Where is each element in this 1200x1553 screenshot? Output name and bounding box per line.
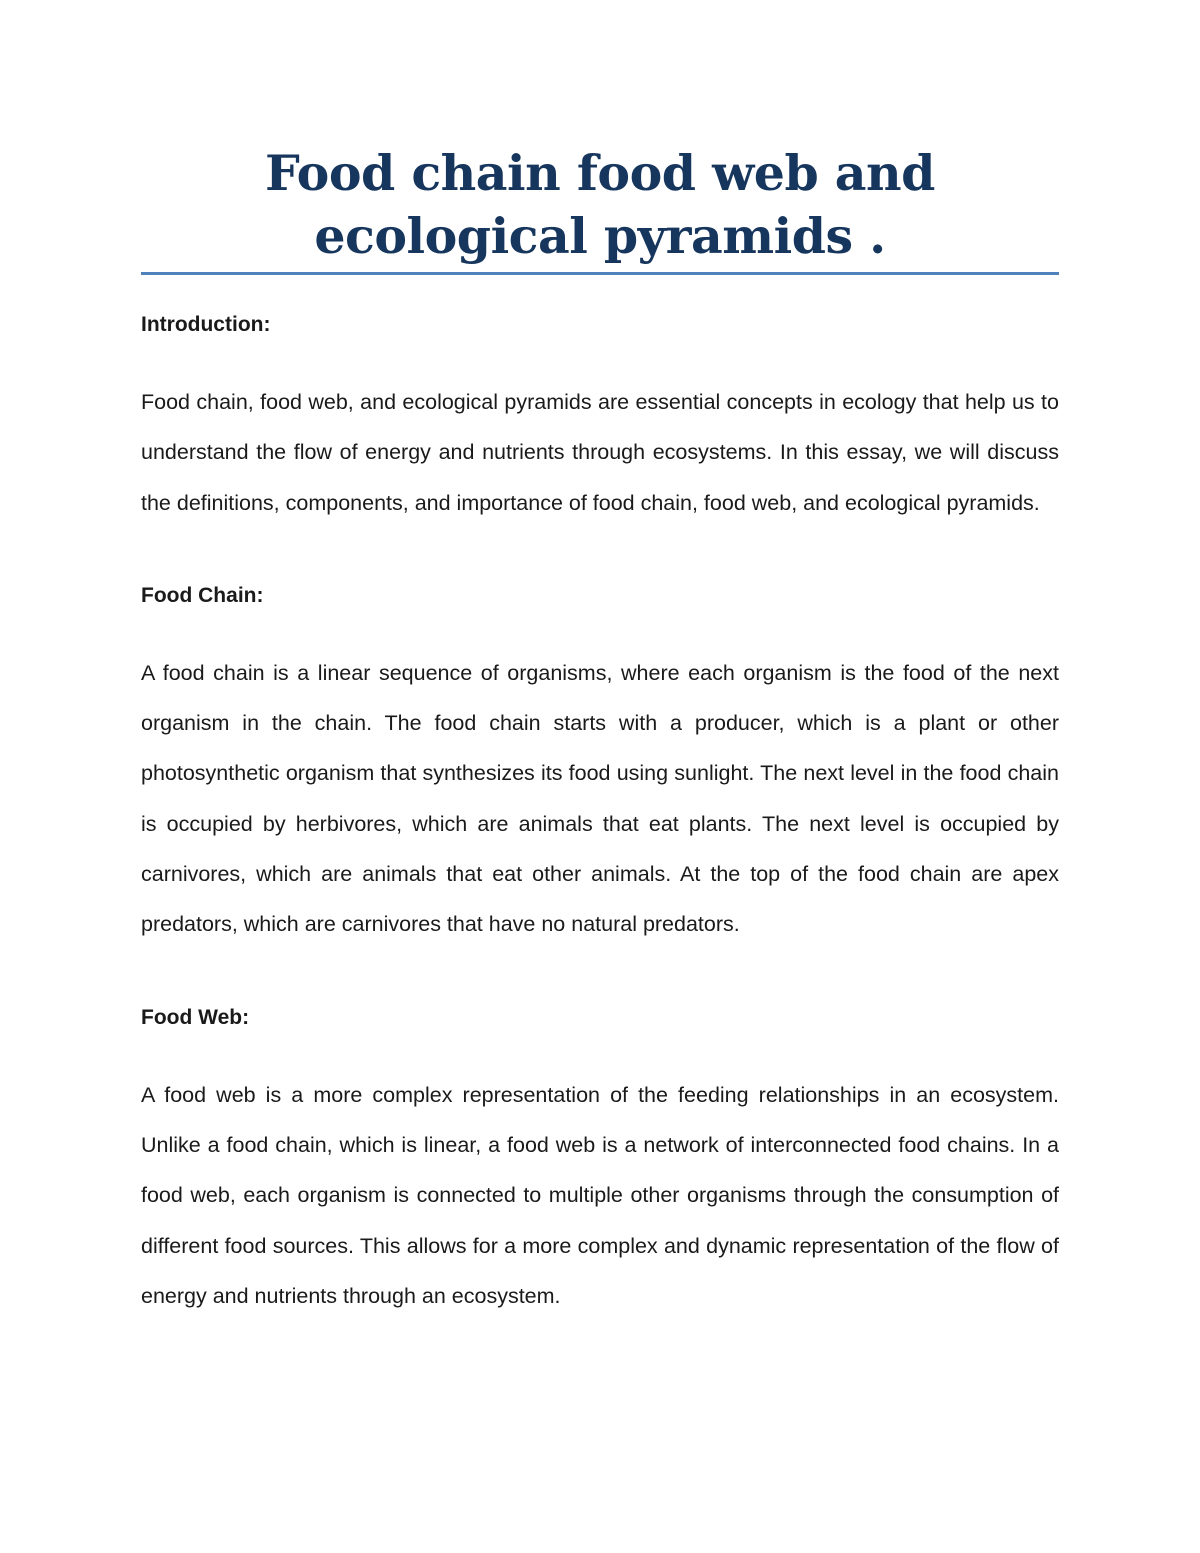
section-body-food-web: A food web is a more complex representation of the feeding relationships in an ecosystem. Unlike a food chain, which is linear, a food web is a network of interconnected food chains. In a food web, each organism is connected to multiple other organisms through the consumption of different food sources. This allows for a more complex and dynamic representation of the flow of energy and nutrients through an ecosystem.: [141, 1082, 1059, 1308]
section-body-food-chain: A food chain is a linear sequence of organisms, where each organism is the food of the next organism in the chain. The food chain starts with a producer, which is a plant or other photosynthetic organism that synthesizes its food using sunlight. The next level in the food chain is occupied by herbivores, which are animals that eat plants. The next level is occupied by carnivores, which are animals that eat other animals. At the top of the food chain are apex predators, which are carnivores that have no natural predators.: [141, 660, 1059, 937]
section-heading-food-web: Food Web:: [141, 1005, 250, 1029]
section-heading-food-chain: Food Chain:: [141, 583, 264, 607]
document-page: [141, 0, 1059, 1321]
section-body-introduction: Food chain, food web, and ecological pyramids are essential concepts in ecology that help us to understand the flow of energy and nutrients through ecosystems. In this essay, we will discuss the definitions, components, and importance of food chain, food web, and ecological pyramids.: [141, 390, 1059, 515]
document-title: Food chain food web and ecological pyramids .: [265, 144, 935, 265]
title-underline-rule: [141, 272, 1059, 275]
section-heading-introduction: Introduction:: [141, 313, 271, 336]
